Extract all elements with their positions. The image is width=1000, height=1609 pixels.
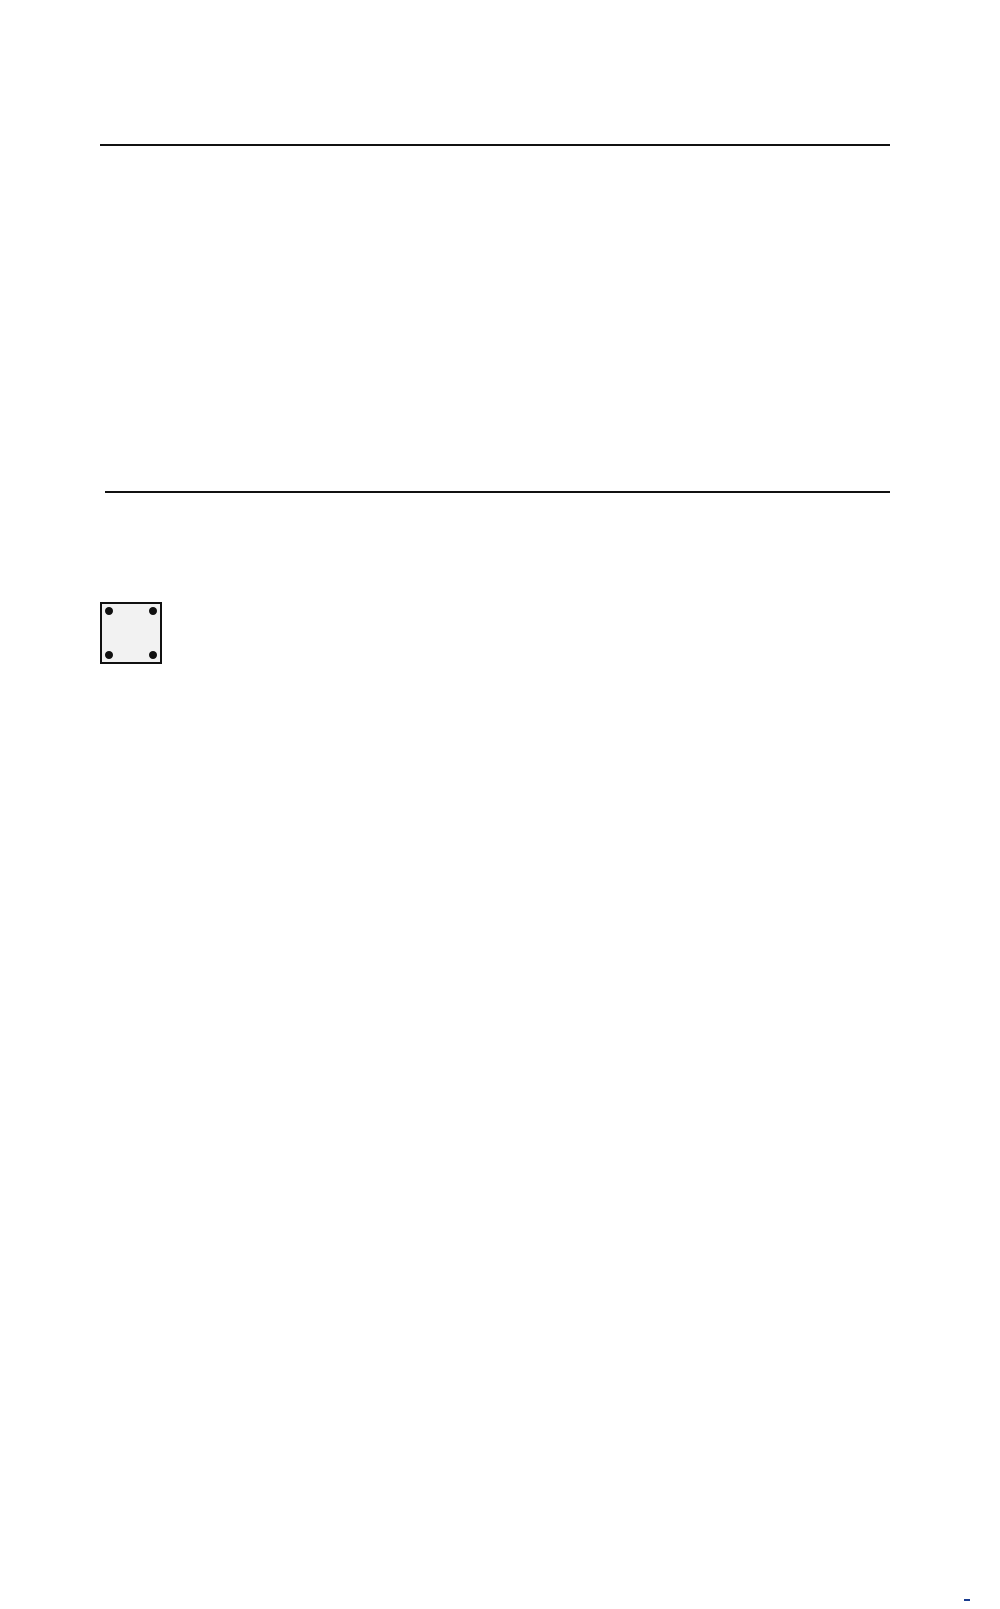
catchword-line — [100, 1392, 890, 1419]
ornament-dot — [149, 651, 157, 659]
footer — [960, 1599, 970, 1601]
header-rule — [100, 144, 890, 146]
ornament-dot — [105, 651, 113, 659]
dfg-logo — [964, 1599, 970, 1601]
page-header — [100, 102, 890, 142]
drop-cap-initial — [100, 602, 162, 664]
section-divider — [105, 491, 890, 493]
ornament-dot — [105, 607, 113, 615]
ornament-dot — [149, 607, 157, 615]
